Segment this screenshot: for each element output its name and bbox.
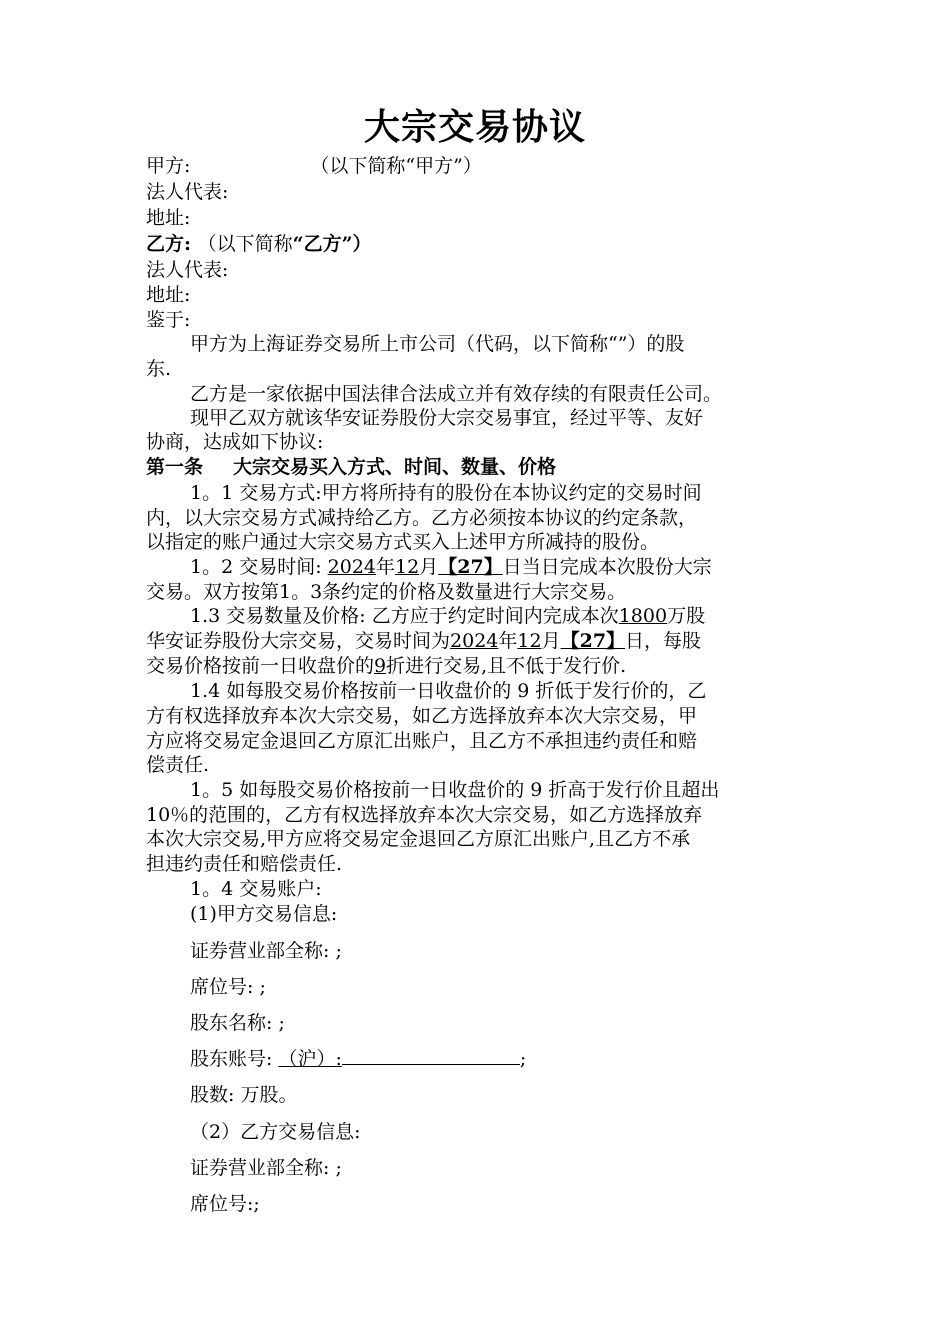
clause-1-4-line-2: 方有权选择放弃本次大宗交易，如乙方选择放弃本次大宗交易，甲 <box>146 705 698 727</box>
clause-1-3-discount: 9 <box>374 655 387 677</box>
party-a-label: 甲方: <box>146 155 191 177</box>
clause-1-2-yue: 月 <box>419 556 439 578</box>
clause-1-1-line-3: 以指定的账户通过大宗交易方式买入上述甲方所减持的股份。 <box>146 531 660 553</box>
party-b-label: 乙方: <box>146 233 192 255</box>
article-1-number: 第一条 <box>146 456 204 478</box>
clause-1-2-day: 【27】 <box>438 556 503 578</box>
clause-1-3-nian: 年 <box>498 630 518 652</box>
party-b-branch: 证券营业部全称: ; <box>190 1157 342 1179</box>
party-a-address: 地址: <box>146 207 191 229</box>
clause-1-3-quantity: 1800 <box>618 605 668 627</box>
clause-1-2-line-1 <box>190 554 712 580</box>
clause-1-4-line-4: 偿责任. <box>146 754 210 776</box>
clause-1-3-l3-pre: 交易价格按前一日收盘价的 <box>146 655 375 677</box>
clause-1-3-post: 万股 <box>667 605 706 627</box>
party-b-line <box>146 231 372 257</box>
party-a-account-blank <box>342 1046 520 1065</box>
party-a-shares: 股数: 万股。 <box>190 1084 298 1106</box>
article-1-heading <box>146 454 556 480</box>
party-b-info-heading: （2）乙方交易信息: <box>190 1121 361 1143</box>
party-a-branch: 证券营业部全称: ; <box>190 940 342 962</box>
article-1-title: 大宗交易买入方式、时间、数量、价格 <box>233 456 557 478</box>
clause-1-1-line-2: 内，以大宗交易方式减持给乙方。乙方必须按本协议的约定条款， <box>146 507 698 529</box>
clause-1-1-line-1: 1。1 交易方式:甲方将所持有的股份在本协议约定的交易时间 <box>190 482 702 504</box>
party-a-account-end: ; <box>519 1048 527 1070</box>
clause-1-5-line-2: 10％的范围的，乙方有权选择放弃本次大宗交易，如乙方选择放弃 <box>146 804 703 826</box>
party-a-account <box>190 1046 526 1072</box>
recital-3-line-2: 协商，达成如下协议: <box>146 431 324 453</box>
clause-1-3-line-2 <box>146 628 701 654</box>
clause-1-2-month: 12 <box>395 556 420 578</box>
party-a-account-prefix: （沪）: <box>278 1048 342 1070</box>
clause-1-2-year: 2024 <box>327 556 377 578</box>
party-b-address: 地址: <box>146 284 191 306</box>
recital-1-line-2: 东. <box>146 358 172 380</box>
clause-1-3-pre: 1.3 交易数量及价格: 乙方应于约定时间内完成本次 <box>190 605 619 627</box>
clause-1-4-line-3: 方应将交易定金退回乙方原汇出账户，且乙方不承担违约责任和赔 <box>146 730 698 752</box>
clause-1-3-year: 2024 <box>450 630 499 652</box>
clause-1-4-line-1: 1.4 如每股交易价格按前一日收盘价的 9 折低于发行价的，乙 <box>190 680 707 702</box>
party-a-abbrev: （以下简称“甲方”） <box>310 155 482 177</box>
clause-1-3-line-3 <box>146 653 626 679</box>
party-a-holder-name: 股东名称: ; <box>190 1012 285 1034</box>
clause-1-5-line-3: 本次大宗交易,甲方应将交易定金退回乙方原汇出账户,且乙方不承 <box>146 828 691 850</box>
clause-1-4b-accounts: 1。4 交易账户: <box>190 878 322 900</box>
party-b-abbrev-pre: （以下简称 <box>197 233 293 255</box>
party-a-info-heading: (1)甲方交易信息: <box>190 903 338 925</box>
clause-1-3-l3-post: 折进行交易,且不低于发行价. <box>386 655 627 677</box>
clause-1-2-post: 日当日完成本次股份大宗 <box>502 556 712 578</box>
clause-1-3-line-1 <box>190 603 705 629</box>
clause-1-2-nian: 年 <box>376 556 396 578</box>
clause-1-2-line-2: 交易。双方按第1。3条约定的价格及数量进行大宗交易。 <box>146 581 627 603</box>
party-a-account-label: 股东账号: <box>190 1048 279 1070</box>
clause-1-2-pre: 1。2 交易时间: <box>190 556 328 578</box>
recital-3-line-1: 现甲乙双方就该华安证券股份大宗交易事宜，经过平等、友好 <box>190 407 704 429</box>
party-b-seat: 席位号:; <box>190 1193 260 1215</box>
clause-1-3-month: 12 <box>517 630 542 652</box>
document-title: 大宗交易协议 <box>363 106 586 148</box>
clause-1-3-yue: 月 <box>541 630 561 652</box>
recital-2: 乙方是一家依据中国法律合法成立并有效存续的有限责任公司。 <box>190 383 723 405</box>
whereas-label: 鉴于: <box>146 309 191 331</box>
party-a-line <box>146 153 482 179</box>
party-b-abbrev-bold: “乙方”） <box>292 233 372 255</box>
clause-1-5-line-4: 担违约责任和赔偿责任. <box>146 853 343 875</box>
party-a-rep: 法人代表: <box>146 181 229 203</box>
clause-1-3-l2-post: 日，每股 <box>625 630 702 652</box>
clause-1-3-l2-pre: 华安证券股份大宗交易，交易时间为 <box>146 630 451 652</box>
party-b-rep: 法人代表: <box>146 259 229 281</box>
recital-1-line-1: 甲方为上海证券交易所上市公司（代码，以下简称“”）的股 <box>190 333 685 355</box>
clause-1-3-day: 【27】 <box>560 630 626 652</box>
party-a-seat: 席位号: ; <box>190 976 266 998</box>
clause-1-5-line-1: 1。5 如每股交易价格按前一日收盘价的 9 折高于发行价且超出 <box>190 779 720 801</box>
